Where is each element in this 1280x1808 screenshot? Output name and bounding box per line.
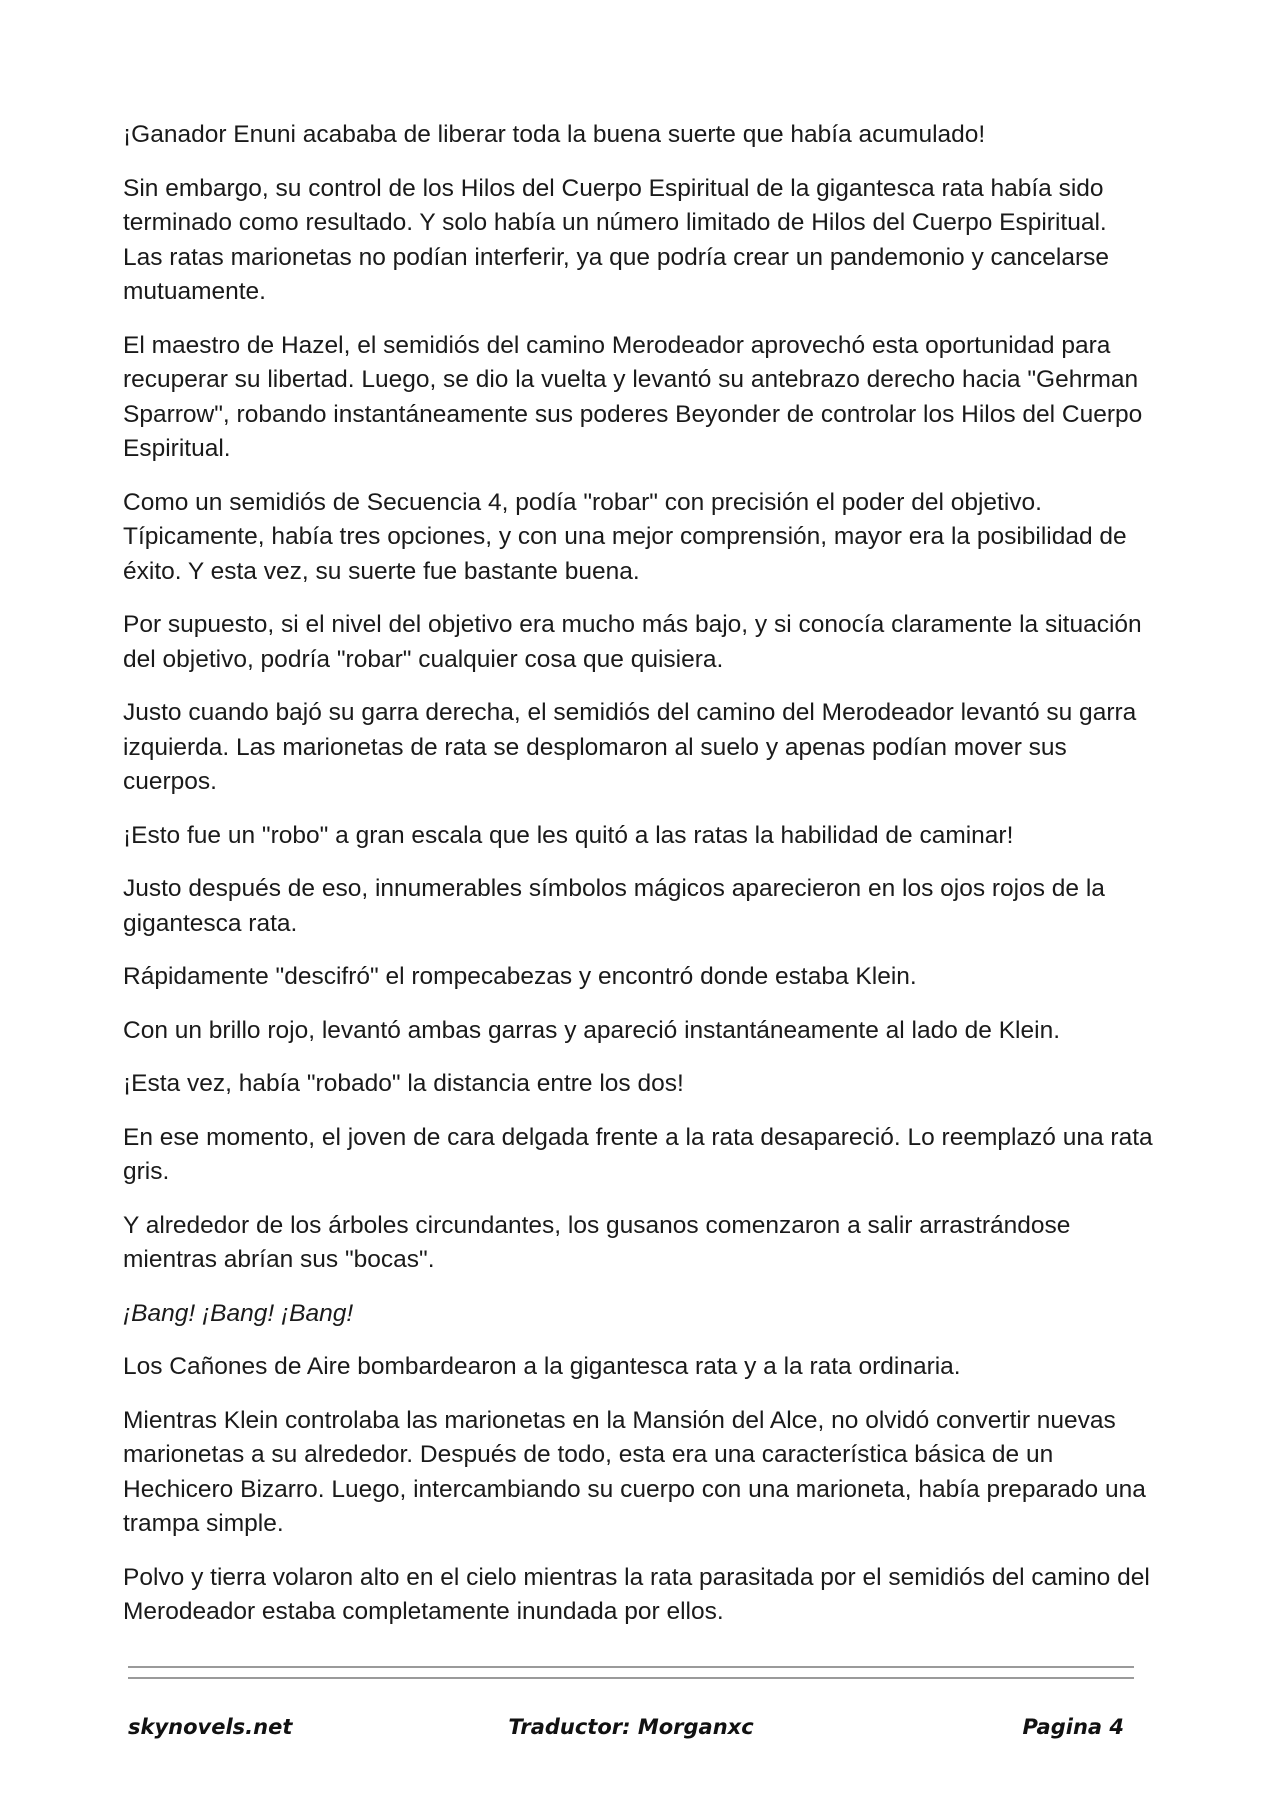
paragraph: El maestro de Hazel, el semidiós del camino Merodeador aprovechó esta oportunidad para recuperar su libertad. Luego, se dio la vuelta y levantó su antebrazo derecho hacia "Gehrman Sparrow", robando instantáneamente sus poderes Beyonder de controlar los Hilos del Cuerpo Espiritual. [123,331,1143,462]
footer-site-name: skynovels.net [128,1715,293,1739]
paragraph: Justo cuando bajó su garra derecha, el semidiós del camino del Merodeador levantó su garra izquierda. Las marionetas de rata se desplomaron al suelo y apenas podían mover sus cuerpos. [123,699,1137,795]
paragraph: Rápidamente "descifró" el rompecabezas y encontró donde estaba Klein. [123,963,917,990]
paragraph: ¡Ganador Enuni acababa de liberar toda la buena suerte que había acumulado! [123,121,986,148]
footer-divider-top [128,1666,1134,1668]
paragraph: Los Cañones de Aire bombardearon a la gigantesca rata y a la rata ordinaria. [123,1353,961,1380]
footer-page-number: Pagina 4 [1022,1715,1124,1739]
paragraph: Sin embargo, su control de los Hilos del Cuerpo Espiritual de la gigantesca rata había sido terminado como resultado. Y solo había un número limitado de Hilos del Cuerpo Espiritual. Las ratas marionetas no podían interferir, ya que podría crear un pandemonio y cancelarse mutuamente. [123,174,1110,305]
paragraph: ¡Esta vez, había "robado" la distancia entre los dos! [123,1070,684,1097]
paragraph: ¡Bang! ¡Bang! ¡Bang! [123,1299,354,1327]
paragraph: Por supuesto, si el nivel del objetivo era mucho más bajo, y si conocía claramente la situación del objetivo, podría "robar" cualquier cosa que quisiera. [123,611,1142,673]
paragraph: Justo después de eso, innumerables símbolos mágicos aparecieron en los ojos rojos de la gigantesca rata. [123,875,1105,937]
footer-divider-bottom [128,1677,1134,1679]
page-footer [128,1715,1134,1749]
paragraph: Con un brillo rojo, levantó ambas garras y apareció instantáneamente al lado de Klein. [123,1016,1061,1044]
paragraph: Polvo y tierra volaron alto en el cielo mientras la rata parasitada por el semidiós del camino del Merodeador estaba completamente inundada por ellos. [123,1563,1150,1625]
paragraph: Y alrededor de los árboles circundantes, los gusanos comenzaron a salir arrastrándose mientras abrían sus "bocas". [123,1211,1071,1273]
footer-translator: Traductor: Morganxc [508,1715,754,1739]
paragraph: ¡Esto fue un "robo" a gran escala que les quitó a las ratas la habilidad de caminar! [123,821,1014,849]
paragraph: Mientras Klein controlaba las marionetas en la Mansión del Alce, no olvidó convertir nuevas marionetas a su alrededor. Después de todo, esta era una característica básica de un Hechicero Bizarro. Luego, intercambiando su cuerpo con una marioneta, había preparado una trampa simple. [123,1406,1146,1537]
chapter-body [123,118,1153,1649]
paragraph: Como un semidiós de Secuencia 4, podía "robar" con precisión el poder del objetivo. Típicamente, había tres opciones, y con una mejor comprensión, mayor era la posibilidad de éxito. Y esta vez, su suerte fue bastante buena. [123,488,1127,585]
paragraph: En ese momento, el joven de cara delgada frente a la rata desapareció. Lo reemplazó una rata gris. [123,1123,1153,1185]
